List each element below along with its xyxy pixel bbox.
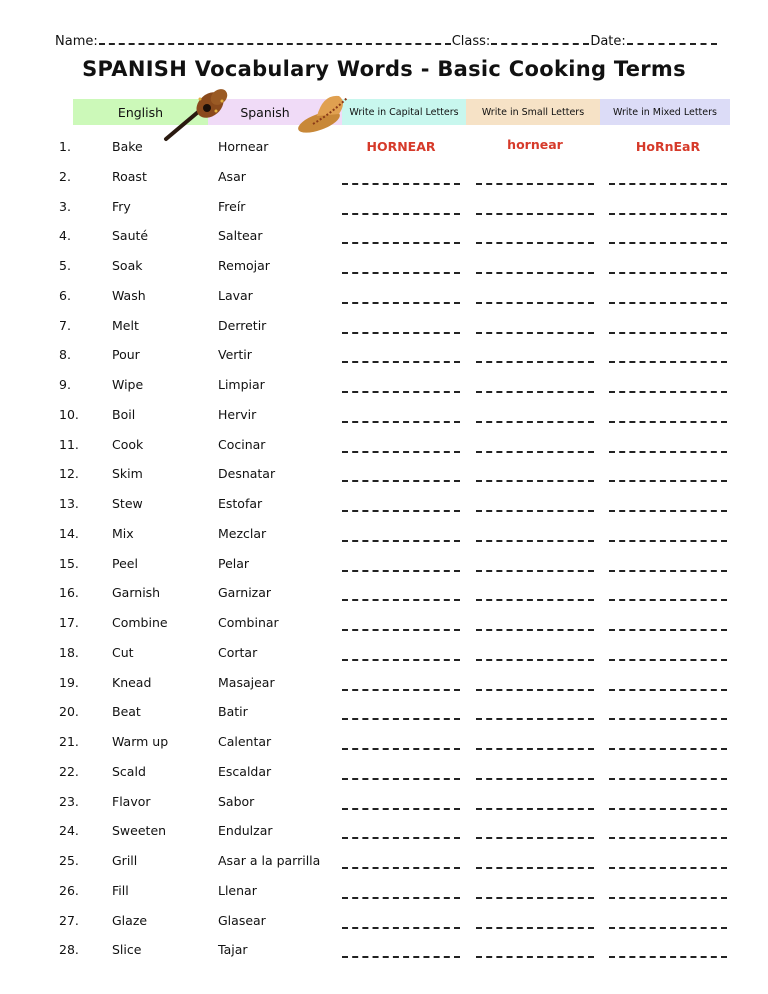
spanish-word: Mezclar <box>218 525 267 541</box>
english-word: Peel <box>112 555 138 571</box>
word-number: 27. <box>59 912 79 928</box>
small-answer-field[interactable] <box>476 808 594 810</box>
small-answer-field[interactable] <box>476 956 594 958</box>
word-number: 12. <box>59 466 79 482</box>
table-row <box>0 790 768 820</box>
word-number: 22. <box>59 763 79 779</box>
small-answer-field[interactable] <box>476 748 594 750</box>
word-number: 23. <box>59 793 79 809</box>
vocabulary-list <box>0 135 768 968</box>
spanish-word: Masajear <box>218 674 275 690</box>
date-field[interactable] <box>627 31 717 45</box>
word-number: 1. <box>59 139 71 154</box>
mixed-answer-field[interactable] <box>609 213 727 215</box>
word-number: 21. <box>59 734 79 749</box>
capital-answer-field[interactable] <box>342 242 460 244</box>
small-answer-field[interactable] <box>476 778 594 780</box>
mixed-answer-field[interactable] <box>609 718 727 720</box>
mixed-answer-field[interactable] <box>609 242 727 244</box>
table-row <box>0 135 768 165</box>
table-row <box>0 165 768 195</box>
english-word: Garnish <box>112 585 161 601</box>
column-header-mixed: Write in Mixed Letters <box>600 99 730 125</box>
word-number: 18. <box>59 644 79 660</box>
capital-answer-field[interactable] <box>342 451 460 453</box>
capital-answer-field[interactable] <box>342 897 460 899</box>
english-word: Beat <box>112 704 141 720</box>
column-header-english: English <box>73 99 208 125</box>
english-word: Warm up <box>112 734 169 749</box>
spanish-word: Llenar <box>218 882 257 898</box>
table-row <box>0 314 768 344</box>
capital-answer-field[interactable] <box>342 837 460 839</box>
word-number: 9. <box>59 377 71 392</box>
class-label: Class: <box>451 34 491 49</box>
mixed-answer-field[interactable] <box>609 778 727 780</box>
table-row <box>0 492 768 522</box>
spanish-word: Sabor <box>218 793 255 809</box>
mixed-answer-field[interactable] <box>609 540 727 542</box>
word-number: 5. <box>59 258 71 273</box>
spanish-word: Escaldar <box>218 763 272 779</box>
small-answer-field[interactable] <box>476 213 594 215</box>
capital-answer-field[interactable] <box>342 332 460 334</box>
spanish-word: Freír <box>218 198 246 214</box>
spanish-word: Pelar <box>218 555 250 571</box>
table-row <box>0 819 768 849</box>
small-answer-field[interactable] <box>476 599 594 601</box>
word-number: 4. <box>59 228 71 244</box>
english-word: Combine <box>112 615 168 630</box>
mixed-answer-field[interactable] <box>609 599 727 601</box>
small-answer-field[interactable] <box>476 451 594 453</box>
spanish-word: Asar <box>218 168 246 184</box>
small-answer-field[interactable] <box>476 361 594 363</box>
english-word: Cook <box>112 436 144 452</box>
spanish-word: Saltear <box>218 228 263 244</box>
spanish-word: Tajar <box>218 942 248 958</box>
small-answer-field[interactable] <box>476 510 594 512</box>
mixed-answer-field[interactable] <box>609 748 727 750</box>
table-row <box>0 849 768 879</box>
word-number: 24. <box>59 823 79 839</box>
table-row <box>0 462 768 492</box>
table-row <box>0 433 768 463</box>
small-answer-field[interactable] <box>476 391 594 393</box>
capital-answer-field[interactable] <box>342 421 460 423</box>
spanish-word: Glasear <box>218 912 266 928</box>
spanish-word: Limpiar <box>218 377 265 392</box>
english-word: Wash <box>112 287 146 303</box>
mixed-answer-field[interactable] <box>609 391 727 393</box>
example-capital: HORNEAR <box>366 139 436 154</box>
capital-answer-field[interactable] <box>342 272 460 274</box>
english-word: Fill <box>112 882 129 898</box>
word-number: 26. <box>59 882 79 898</box>
capital-answer-field[interactable] <box>342 927 460 929</box>
english-word: Boil <box>112 406 136 422</box>
english-word: Skim <box>112 466 143 482</box>
capital-answer-field[interactable] <box>342 867 460 869</box>
capital-answer-field[interactable] <box>342 361 460 363</box>
small-answer-field[interactable] <box>476 540 594 542</box>
word-number: 28. <box>59 942 79 958</box>
capital-answer-field[interactable] <box>342 778 460 780</box>
table-row <box>0 671 768 701</box>
example-small: hornear <box>507 137 563 152</box>
word-number: 2. <box>59 168 71 184</box>
english-word: Bake <box>112 139 143 154</box>
word-number: 6. <box>59 287 71 303</box>
mixed-answer-field[interactable] <box>609 361 727 363</box>
mixed-answer-field[interactable] <box>609 659 727 661</box>
table-row <box>0 730 768 760</box>
sombrero-icon <box>293 90 351 134</box>
english-word: Flavor <box>112 793 151 809</box>
column-header-small: Write in Small Letters <box>466 99 600 125</box>
english-word: Sweeten <box>112 823 167 839</box>
small-answer-field[interactable] <box>476 629 594 631</box>
word-number: 14. <box>59 525 79 541</box>
page-title: SPANISH Vocabulary Words - Basic Cooking Terms <box>82 57 686 81</box>
spanish-word: Cortar <box>218 644 258 660</box>
small-answer-field[interactable] <box>476 689 594 691</box>
english-word: Sauté <box>112 228 149 244</box>
capital-answer-field[interactable] <box>342 629 460 631</box>
table-row <box>0 195 768 225</box>
word-number: 19. <box>59 674 79 690</box>
small-answer-field[interactable] <box>476 183 594 185</box>
word-number: 15. <box>59 555 79 571</box>
capital-answer-field[interactable] <box>342 540 460 542</box>
mixed-answer-field[interactable] <box>609 183 727 185</box>
table-row <box>0 700 768 730</box>
mixed-answer-field[interactable] <box>609 421 727 423</box>
spanish-word: Asar a la parrilla <box>218 853 321 868</box>
word-number: 20. <box>59 704 79 720</box>
small-answer-field[interactable] <box>476 332 594 334</box>
mixed-answer-field[interactable] <box>609 897 727 899</box>
table-row <box>0 611 768 641</box>
word-number: 17. <box>59 615 79 630</box>
table-row <box>0 938 768 968</box>
capital-answer-field[interactable] <box>342 391 460 393</box>
small-answer-field[interactable] <box>476 421 594 423</box>
table-row <box>0 909 768 939</box>
english-word: Melt <box>112 317 139 333</box>
spanish-word: Derretir <box>218 317 267 333</box>
english-word: Wipe <box>112 377 144 392</box>
table-row <box>0 284 768 314</box>
capital-answer-field[interactable] <box>342 956 460 958</box>
small-answer-field[interactable] <box>476 272 594 274</box>
capital-answer-field[interactable] <box>342 808 460 810</box>
english-word: Stew <box>112 496 143 511</box>
word-number: 10. <box>59 406 79 422</box>
spanish-word: Vertir <box>218 347 252 363</box>
table-row <box>0 760 768 790</box>
small-answer-field[interactable] <box>476 837 594 839</box>
word-number: 8. <box>59 347 71 363</box>
spanish-word: Lavar <box>218 287 253 303</box>
english-word: Roast <box>112 168 147 184</box>
table-row <box>0 581 768 611</box>
table-row <box>0 403 768 433</box>
student-info-line <box>55 31 730 51</box>
name-field[interactable] <box>99 31 451 45</box>
mixed-answer-field[interactable] <box>609 332 727 334</box>
capital-answer-field[interactable] <box>342 718 460 720</box>
english-word: Grill <box>112 853 138 868</box>
spanish-word: Estofar <box>218 496 263 511</box>
word-number: 13. <box>59 496 79 511</box>
spanish-word: Endulzar <box>218 823 273 839</box>
capital-answer-field[interactable] <box>342 689 460 691</box>
english-word: Pour <box>112 347 140 363</box>
table-row <box>0 224 768 254</box>
capital-answer-field[interactable] <box>342 659 460 661</box>
english-word: Fry <box>112 198 131 214</box>
english-word: Slice <box>112 942 142 958</box>
small-answer-field[interactable] <box>476 570 594 572</box>
capital-answer-field[interactable] <box>342 183 460 185</box>
mixed-answer-field[interactable] <box>609 629 727 631</box>
capital-answer-field[interactable] <box>342 302 460 304</box>
class-field[interactable] <box>491 31 589 45</box>
small-answer-field[interactable] <box>476 659 594 661</box>
english-word: Soak <box>112 258 143 273</box>
mixed-answer-field[interactable] <box>609 927 727 929</box>
small-answer-field[interactable] <box>476 927 594 929</box>
capital-answer-field[interactable] <box>342 748 460 750</box>
mixed-answer-field[interactable] <box>609 956 727 958</box>
name-label: Name: <box>55 34 98 49</box>
table-row <box>0 552 768 582</box>
column-header-spanish-label: Spanish <box>240 104 290 120</box>
word-number: 3. <box>59 198 71 214</box>
spanish-word: Combinar <box>218 615 279 630</box>
table-row <box>0 879 768 909</box>
example-mixed: HoRnEaR <box>635 139 701 154</box>
spanish-word: Cocinar <box>218 436 266 452</box>
column-header-capital: Write in Capital Letters <box>342 99 466 125</box>
small-answer-field[interactable] <box>476 897 594 899</box>
spanish-word: Hervir <box>218 406 257 422</box>
english-word: Cut <box>112 644 134 660</box>
mixed-answer-field[interactable] <box>609 510 727 512</box>
word-number: 11. <box>59 436 79 452</box>
spanish-word: Remojar <box>218 258 270 273</box>
mixed-answer-field[interactable] <box>609 867 727 869</box>
word-number: 7. <box>59 317 71 333</box>
word-number: 16. <box>59 585 79 601</box>
spanish-word: Calentar <box>218 734 272 749</box>
mixed-answer-field[interactable] <box>609 302 727 304</box>
mixed-answer-field[interactable] <box>609 480 727 482</box>
capital-answer-field[interactable] <box>342 480 460 482</box>
small-answer-field[interactable] <box>476 242 594 244</box>
english-word: Mix <box>112 525 134 541</box>
date-label: Date: <box>590 34 626 49</box>
table-row <box>0 373 768 403</box>
word-number: 25. <box>59 853 79 868</box>
mixed-answer-field[interactable] <box>609 272 727 274</box>
small-answer-field[interactable] <box>476 480 594 482</box>
mixed-answer-field[interactable] <box>609 689 727 691</box>
mixed-answer-field[interactable] <box>609 451 727 453</box>
capital-answer-field[interactable] <box>342 570 460 572</box>
mixed-answer-field[interactable] <box>609 837 727 839</box>
spanish-word: Hornear <box>218 139 269 154</box>
mixed-answer-field[interactable] <box>609 808 727 810</box>
english-word: Knead <box>112 674 152 690</box>
small-answer-field[interactable] <box>476 867 594 869</box>
mixed-answer-field[interactable] <box>609 570 727 572</box>
table-row <box>0 522 768 552</box>
table-row <box>0 254 768 284</box>
small-answer-field[interactable] <box>476 718 594 720</box>
spanish-word: Desnatar <box>218 466 276 482</box>
spanish-word: Garnizar <box>218 585 272 601</box>
english-word: Scald <box>112 763 146 779</box>
spanish-word: Batir <box>218 704 248 720</box>
capital-answer-field[interactable] <box>342 510 460 512</box>
capital-answer-field[interactable] <box>342 599 460 601</box>
capital-answer-field[interactable] <box>342 213 460 215</box>
table-row <box>0 641 768 671</box>
table-row <box>0 343 768 373</box>
english-word: Glaze <box>112 912 148 928</box>
small-answer-field[interactable] <box>476 302 594 304</box>
